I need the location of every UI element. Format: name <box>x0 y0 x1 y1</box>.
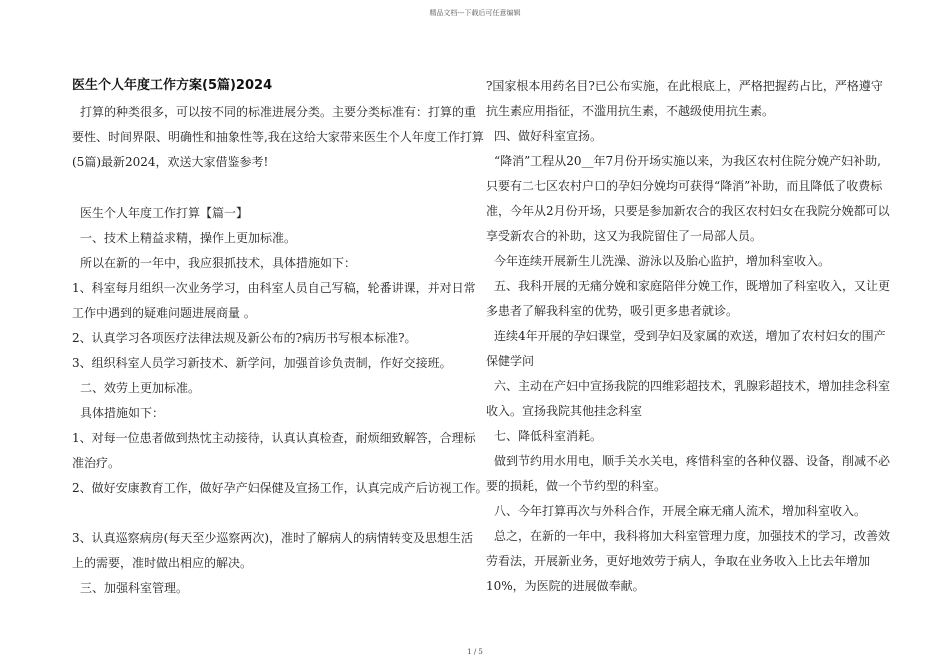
text-line: 所以在新的一年中，我应狠抓技术，具体措施如下： <box>80 256 357 270</box>
text-line: 要性、时间界限、明确性和抽象性等,我在这给大家带来医生个人年度工作打算 <box>72 130 484 144</box>
text-line: (5篇)最新2024，欢送大家借鉴参考! <box>72 155 269 169</box>
text-line: 今年连续开展新生儿洗澡、游泳以及胎心监护，增加科室收入。 <box>494 254 831 268</box>
text-line: 多患者了解我科室的优势，吸引更多患者就诊。 <box>486 304 739 318</box>
text-line: 具体措施如下： <box>80 406 165 420</box>
text-line: 准，今年从2月份开场，只要是参加新农合的我区农村妇女在我院分娩都可以 <box>486 204 890 218</box>
text-line: 连续4年开展的孕妇课堂，受到孕妇及家属的欢送，增加了农村妇女的围产 <box>494 329 886 343</box>
text-line: 享受新农合的补助，这又为我院留住了一局部人员。 <box>486 229 763 243</box>
text-line: 总之，在新的一年中，我科将加大科室管理力度，加强技术的学习，改善效 <box>494 529 891 543</box>
text-line: 打算的种类很多，可以按不同的标准进展分类。主要分类标准有：打算的重 <box>80 105 477 119</box>
page-number: 1 / 5 <box>467 648 483 656</box>
text-line: 要的损耗，做一个节约型的科室。 <box>486 479 667 493</box>
text-line: 上的需要，准时做出相应的解决。 <box>72 556 253 570</box>
text-line: 五、我科开展的无痛分娩和家庭陪伴分娩工作，既增加了科室收入，又让更 <box>494 279 891 293</box>
text-line: 保健学问 <box>486 354 535 368</box>
text-line: 四、做好科室宣扬。 <box>494 129 603 143</box>
text-line: 劳看法，开展新业务，更好地效劳于病人，争取在业务收入上比去年增加 <box>486 554 871 568</box>
text-line: 2、做好安康教育工作，做好孕产妇保健及宣扬工作，认真完成产后访视工作。 <box>72 481 488 495</box>
text-line: 三、加强科室管理。 <box>80 581 189 595</box>
text-line: 收入。宣扬我院其他挂念科室 <box>486 404 643 418</box>
text-line: 1、对每一位患者做到热忱主动接待，认真认真检查，耐烦细致解答，合理标 <box>72 431 476 445</box>
text-line: 六、主动在产妇中宣扬我院的四维彩超技术，乳腺彩超技术，增加挂念科室 <box>494 379 891 393</box>
text-line: ?国家根本用药名目?已公布实施，在此根底上，严格把握药占比，严格遵守 <box>486 79 883 93</box>
document-title: 医生个人年度工作方案(5篇)2024 <box>72 78 273 93</box>
text-line: 八、今年打算再次与外科合作，开展全麻无痛人流术，增加科室收入。 <box>494 504 867 518</box>
text-line: 3、认真巡察病房(每天至少巡察两次)，准时了解病人的病情转变及思想生活 <box>72 531 474 545</box>
section-heading: 医生个人年度工作打算【篇一】 <box>80 206 249 220</box>
text-line: 只要有二七区农村户口的孕妇分娩均可获得“降消”补助，而且降低了收费标 <box>486 179 883 193</box>
page-header-note: 精品文档---下载后可任意编辑 <box>429 9 521 17</box>
text-line: 抗生素应用指征，不滥用抗生素，不越级使用抗生素。 <box>486 104 775 118</box>
text-line: 3、组织科室人员学习新技术、新学问，加强首诊负责制，作好交接班。 <box>72 356 452 370</box>
text-line: 做到节约用水用电，顺手关水关电，疼惜科室的各种仪器、设备，削减不必 <box>494 454 891 468</box>
text-line: 准治疗。 <box>72 456 121 470</box>
text-line: 2、认真学习各项医疗法律法规及新公布的?病历书写根本标准?。 <box>72 331 417 345</box>
text-line: “降消”工程从20__年7月份开场实施以来，为我区农村住院分娩产妇补助, <box>494 154 881 168</box>
text-line: 10%，为医院的进展做奉献。 <box>486 579 645 593</box>
text-line: 工作中遇到的疑难问题进展商量 。 <box>72 306 256 320</box>
text-line: 七、降低科室消耗。 <box>494 429 603 443</box>
text-line: 一、技术上精益求精，操作上更加标准。 <box>80 231 297 245</box>
text-line: 1、科室每月组织一次业务学习，由科室人员自己写稿，轮番讲课，并对日常 <box>72 281 476 295</box>
text-line: 二、效劳上更加标准。 <box>80 381 201 395</box>
